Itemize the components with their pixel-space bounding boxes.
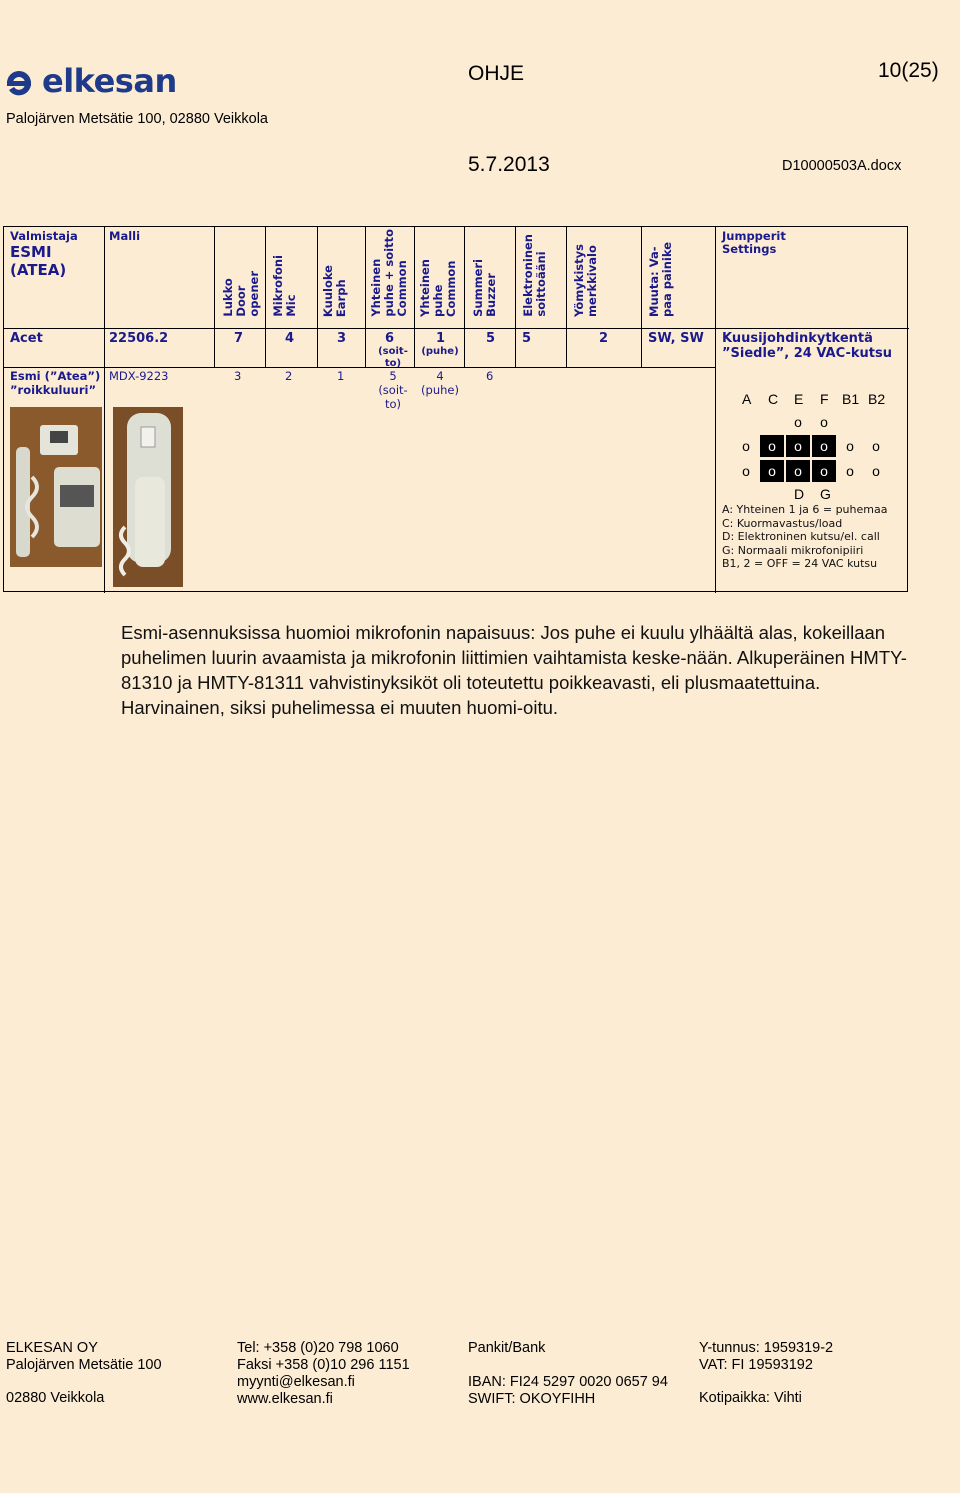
jumper-label-e: E <box>794 391 804 407</box>
footer-contact <box>237 1340 410 1408</box>
jumper-label-f: F <box>820 391 829 407</box>
jumper-label-c: C <box>768 391 779 407</box>
doc-title: OHJE <box>468 62 525 85</box>
jumper-pin: o <box>872 463 880 479</box>
row2-mikrofoni: 2 <box>285 369 293 383</box>
logo-mark-icon <box>4 68 38 98</box>
jumper-label-b1: B1 <box>842 391 860 407</box>
footer-ytunnus: Y-tunnus: 1959319-2 <box>699 1340 834 1356</box>
jumper-note: G: Normaali mikrofonipiiri <box>722 543 864 557</box>
jumper-pin-bridged: o <box>760 435 784 457</box>
row1-jumpperit: Kuusijohdinkytkentä ”Siedle”, 24 VAC-kutsu <box>722 331 892 361</box>
row1-yomykistys: 2 <box>599 331 609 346</box>
footer-bank <box>468 1340 668 1408</box>
footer-vat: VAT: FI 19593192 <box>699 1357 813 1373</box>
jumper-pin: o <box>742 463 750 479</box>
handset-photo <box>113 407 183 587</box>
footer-email-link[interactable]: myynti@elkesan.fi <box>237 1374 355 1390</box>
header-brand: ESMI (ATEA) <box>10 243 67 279</box>
row2-lukko: 3 <box>234 369 242 383</box>
jumper-pin: o <box>794 414 802 430</box>
doc-id: D10000503A.docx <box>782 158 902 174</box>
jumper-pin-bridged: o <box>812 435 836 457</box>
jumper-pin-bridged: o <box>812 460 836 482</box>
row1-summeri: 5 <box>486 331 496 346</box>
logo-text: elkesan <box>42 62 177 100</box>
row2-yhteinen-soitto: 5 (soit- to) <box>378 369 408 411</box>
row1-muuta: SW, SW <box>648 331 704 346</box>
jumper-pin: o <box>820 414 828 430</box>
row1-valmistaja: Acet <box>10 331 43 346</box>
header-lukko: Lukko Door opener <box>221 271 261 317</box>
jumper-label-a: A <box>742 391 752 407</box>
row1-lukko: 7 <box>234 331 244 346</box>
header-muuta: Muuta: Va- paa painike <box>647 242 674 317</box>
jumper-label-d: D <box>794 486 805 502</box>
jumper-pin: o <box>846 463 854 479</box>
jumper-note: B1, 2 = OFF = 24 VAC kutsu <box>722 557 878 570</box>
jumper-label-b2: B2 <box>868 391 886 407</box>
row2-valmistaja: Esmi (”Atea”) ”roikkuluuri” <box>10 369 101 397</box>
row1-kuuloke: 3 <box>337 331 347 346</box>
header-elektroninen: Elektroninen soittoääni <box>521 234 548 317</box>
footer-swift: SWIFT: OKOYFIHH <box>468 1391 596 1407</box>
footer-city: 02880 Veikkola <box>6 1390 105 1406</box>
footer-web-link[interactable]: www.elkesan.fi <box>237 1391 333 1407</box>
footer-bank-label: Pankit/Bank <box>468 1340 546 1356</box>
footer-fax: Faksi +358 (0)10 296 1151 <box>237 1357 410 1373</box>
footer-company <box>6 1340 162 1407</box>
header-mikrofoni: Mikrofoni Mic <box>271 255 298 317</box>
wiring-table <box>3 226 908 592</box>
header-jumpperit: Jumpperit Settings <box>722 229 786 256</box>
header-yomykistys: Yömykistys merkkivalo <box>572 244 599 317</box>
jumper-pin: o <box>742 438 750 454</box>
header-valmistaja: Valmistaja <box>10 229 78 243</box>
jumper-pin-bridged: o <box>760 460 784 482</box>
header-malli: Malli <box>109 229 141 243</box>
row2-summeri: 6 <box>486 369 494 383</box>
company-logo <box>4 62 177 102</box>
header-kuuloke: Kuuloke Earph <box>321 264 348 317</box>
row2-kuuloke: 1 <box>337 369 345 383</box>
footer-kotipaikka: Kotipaikka: Vihti <box>699 1390 802 1406</box>
jumper-pin: o <box>872 438 880 454</box>
footer-company-name: ELKESAN OY <box>6 1340 98 1356</box>
footer-tel: Tel: +358 (0)20 798 1060 <box>237 1340 399 1356</box>
row1-yhteinen-soitto: 6 <box>385 331 395 346</box>
doc-date: 5.7.2013 <box>468 153 550 176</box>
company-address: Palojärven Metsätie 100, 02880 Veikkola <box>6 111 268 127</box>
footer-street: Palojärven Metsätie 100 <box>6 1357 162 1373</box>
row1-elektroninen: 5 <box>522 331 532 346</box>
row2-malli: MDX-9223 <box>109 369 169 383</box>
row1-yhteinen-puhe-note: (puhe) <box>421 346 459 357</box>
jumper-pin-bridged: o <box>786 435 810 457</box>
header-summeri: Summeri Buzzer <box>471 259 498 317</box>
jumper-label-g: G <box>820 486 831 502</box>
jumper-pin: o <box>846 438 854 454</box>
row1-malli: 22506.2 <box>109 331 169 346</box>
jumper-pin-bridged: o <box>786 460 810 482</box>
footer-registration <box>699 1340 833 1407</box>
row1-mikrofoni: 4 <box>285 331 295 346</box>
jumper-note: C: Kuormavastus/load <box>722 516 843 530</box>
row2-yhteinen-puhe: 4 (puhe) <box>421 369 459 397</box>
footer-iban: IBAN: FI24 5297 0020 0657 94 <box>468 1374 668 1390</box>
jumper-note: D: Elektroninen kutsu/el. call <box>722 530 880 543</box>
jumper-note: A: Yhteinen 1 ja 6 = puhemaa <box>722 503 888 516</box>
header-yhteinen-soitto: Yhteinen puhe + soitto Common <box>369 229 409 317</box>
row1-yhteinen-puhe: 1 <box>436 331 446 346</box>
jumper-notes <box>722 503 887 571</box>
header-yhteinen-puhe: Yhteinen puhe Common <box>418 259 458 317</box>
page-number: 10(25) <box>878 59 939 82</box>
note-paragraph: Esmi-asennuksissa huomioi mikrofonin napaisuus: Jos puhe ei kuulu ylhäältä alas, kokeillaan puhelimen luurin avaamista ja mikrofonin liittimien vaihtamista keske-nään. Alkuperäinen HMTY-81310 ja HMTY-81311 vahvistinyksiköt oli toteutettu poikkeavasti, eli plusmaatettuina. Harvinainen, siksi puhelimessa ei muuten huomi-oitu. <box>121 622 907 718</box>
row1-yhteinen-soitto-note: (soit- to) <box>378 346 408 369</box>
base-unit-photo <box>10 407 102 567</box>
